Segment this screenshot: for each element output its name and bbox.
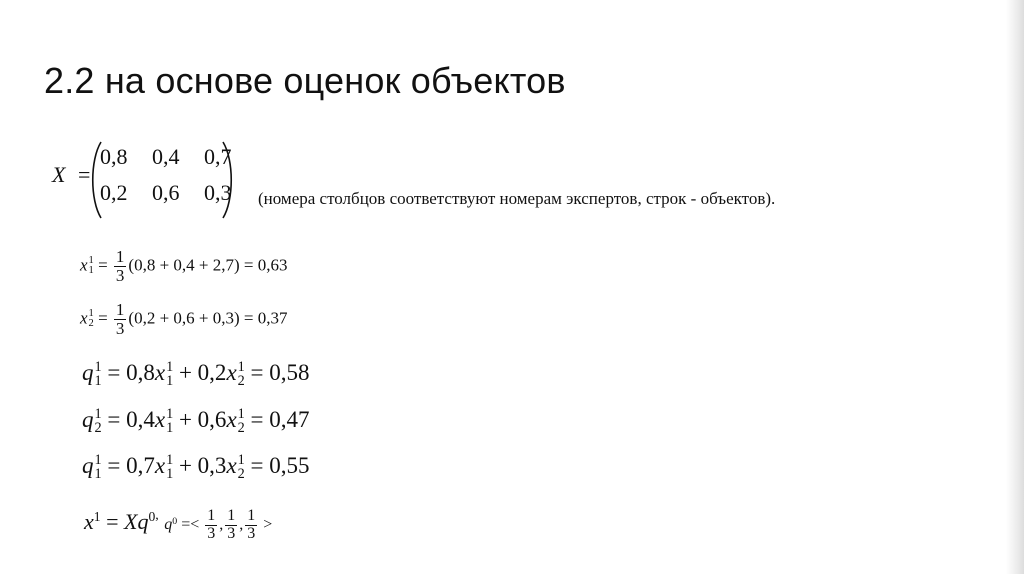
equation-x11: x 1 1 = $\frac{1}{3}$ (0,8 + 0,4 + 2,7) = 0,63 [80,247,288,285]
fraction: $\frac{1}{3}$ [207,507,216,542]
equation-x21: x 1 2 = $\frac{1}{3}$ (0,2 + 0,6 + 0,3) = 0,37 [80,300,288,338]
equation-x1-final: x1 = Xq0, q0 =< $\frac{1}{3}$ , $\frac{1}{3}$ , $\frac{1}{3}$ > [84,507,273,542]
equation-q11-a: q 1 1 = 0,8x 1 1 + 0,2x 1 2 = 0,58 [82,359,310,389]
matrix-cell: 0,2 [100,180,128,205]
equation-q21: q 1 2 = 0,4x 1 1 + 0,6x 1 2 = 0,47 [82,406,310,436]
matrix-equals: = [78,162,91,187]
fraction: $\frac{1}{3}$ [115,247,125,285]
fraction: $\frac{1}{3}$ [227,507,236,542]
matrix-note: (номера столбцов соответствуют номерам экспертов, строк - объектов). [258,189,776,208]
right-paren-icon [220,140,236,220]
equation-q11-b: q 1 1 = 0,7x 1 1 + 0,3x 1 2 = 0,55 [82,452,310,482]
slide-title: 2.2 на основе оценок объектов [44,60,566,101]
matrix-cell: 0,6 [152,180,180,205]
matrix-cell: 0,4 [152,144,180,169]
fraction: $\frac{1}{3}$ [115,300,125,338]
page-edge-shadow [1006,0,1024,574]
matrix-cell: 0,7 [204,144,232,169]
matrix-cell: 0,8 [100,144,128,169]
matrix-cell: 0,3 [204,180,232,205]
fraction: $\frac{1}{3}$ [247,507,256,542]
matrix-label: X [52,162,66,187]
